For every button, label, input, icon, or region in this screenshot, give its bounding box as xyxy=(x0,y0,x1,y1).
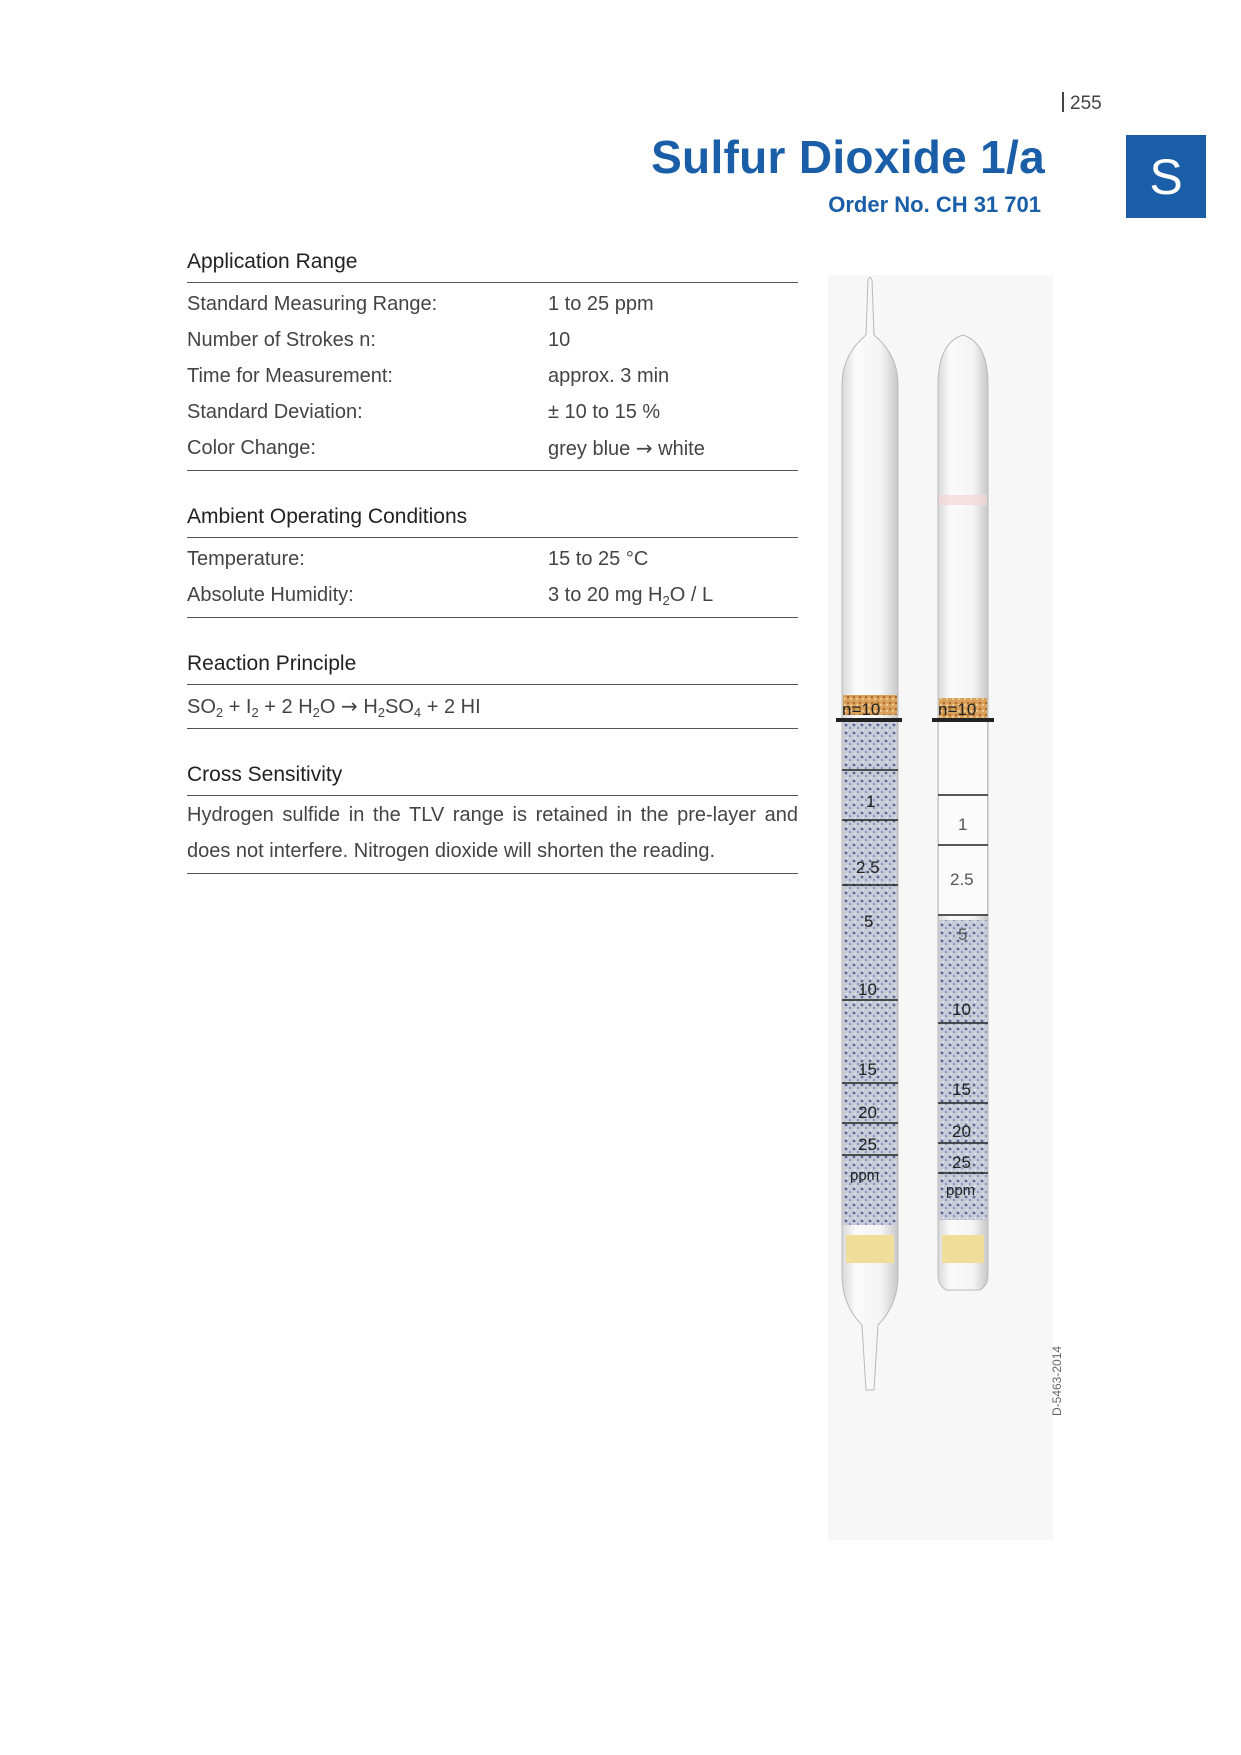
formula-part: SO xyxy=(187,695,216,718)
subscript: 2 xyxy=(251,704,259,720)
row-label: Temperature: xyxy=(187,547,305,570)
page-number xyxy=(1062,92,1102,115)
row-label: Standard Deviation: xyxy=(187,400,363,423)
section-heading: Reaction Principle xyxy=(187,652,798,685)
row-value xyxy=(548,436,798,461)
row-value: 10 xyxy=(548,328,571,351)
application-range-table xyxy=(187,283,798,471)
reaction-formula xyxy=(187,685,798,729)
row-value: ± 10 to 15 % xyxy=(548,400,661,423)
row-value xyxy=(548,584,798,607)
page-number-bar xyxy=(1062,92,1064,112)
section-heading: Ambient Operating Conditions xyxy=(187,505,798,538)
humidity-post: O / L xyxy=(669,583,714,606)
table-row xyxy=(187,430,798,466)
formula-part: + 2 H xyxy=(258,695,313,718)
photo-credit: D-5463-2014 xyxy=(1050,1345,1064,1416)
section-heading: Cross Sensitivity xyxy=(187,763,798,796)
formula-part: O xyxy=(319,695,342,718)
formula-part: SO xyxy=(385,695,414,718)
humidity-pre: 3 to 20 mg H xyxy=(548,583,663,606)
detector-tubes-photo xyxy=(828,275,1053,1540)
formula-part: + I xyxy=(223,695,252,718)
tube-left-scale-2-5: 2.5 xyxy=(856,858,880,877)
tube-left-unit: ppm xyxy=(850,1167,880,1184)
section-tab: S xyxy=(1126,135,1206,218)
tube-left-scale-15: 15 xyxy=(858,1060,877,1079)
cross-sensitivity-section xyxy=(187,763,798,874)
content-column xyxy=(187,250,798,908)
row-label: Color Change: xyxy=(187,436,316,459)
formula-row xyxy=(187,688,798,724)
table-row xyxy=(187,322,798,358)
tube-right-scale-25: 25 xyxy=(952,1153,971,1172)
formula-part: + 2 HI xyxy=(421,695,481,718)
ambient-table xyxy=(187,538,798,618)
tube-left-scale-20: 20 xyxy=(858,1103,877,1122)
subscript: 2 xyxy=(215,704,224,720)
tube-right-scale-5: 5 xyxy=(958,925,968,944)
tube-left xyxy=(836,278,902,1391)
tube-right-scale-1: 1 xyxy=(958,815,968,834)
section-heading: Application Range xyxy=(187,250,798,283)
table-row xyxy=(187,541,798,577)
color-before: grey blue xyxy=(548,437,631,460)
ambient-conditions-section xyxy=(187,505,798,618)
page-number-text: 255 xyxy=(1070,93,1102,114)
table-row xyxy=(187,358,798,394)
tube-right-scale-15: 15 xyxy=(952,1080,971,1099)
order-number: Order No. CH 31 701 xyxy=(828,192,1041,217)
row-value: 1 to 25 ppm xyxy=(548,292,654,315)
arrow-icon: → xyxy=(341,693,358,718)
row-label: Absolute Humidity: xyxy=(187,583,354,606)
tube-right-scale-2-5: 2.5 xyxy=(950,870,974,889)
tube-right-scale-20: 20 xyxy=(952,1122,971,1141)
tube-left-scale-5: 5 xyxy=(864,912,874,931)
color-after: white xyxy=(658,437,705,460)
tube-left-strokes: n=10 xyxy=(842,700,881,719)
row-label: Standard Measuring Range: xyxy=(187,292,438,315)
page-title: Sulfur Dioxide 1/a xyxy=(651,131,1045,183)
table-row xyxy=(187,577,798,613)
tube-right-scale-10: 10 xyxy=(952,1000,971,1019)
tube-left-scale-10: 10 xyxy=(858,980,877,999)
tube-right-strokes: n=10 xyxy=(938,700,977,719)
cross-sensitivity-text: Hydrogen sulfide in the TLV range is retained in the pre-layer and does not interfere. Nitrogen dioxide will shorten the reading. xyxy=(187,796,798,874)
subscript: 4 xyxy=(413,704,422,720)
application-range-section xyxy=(187,250,798,471)
arrow-icon: → xyxy=(635,435,653,460)
row-label: Number of Strokes n: xyxy=(187,328,376,351)
reaction-principle-section xyxy=(187,652,798,729)
row-label: Time for Measurement: xyxy=(187,364,393,387)
row-value: 15 to 25 °C xyxy=(548,547,649,570)
tube-left-scale-25: 25 xyxy=(858,1135,877,1154)
table-row xyxy=(187,286,798,322)
table-row xyxy=(187,394,798,430)
tube-left-scale-1: 1 xyxy=(866,792,876,811)
row-value: approx. 3 min xyxy=(548,364,670,387)
subscript: 2 xyxy=(312,704,320,720)
subscript: 2 xyxy=(662,592,670,608)
tube-right-unit: ppm xyxy=(946,1182,976,1199)
formula-part: H xyxy=(357,695,378,718)
subscript: 2 xyxy=(377,704,386,720)
formula-text xyxy=(187,694,481,719)
